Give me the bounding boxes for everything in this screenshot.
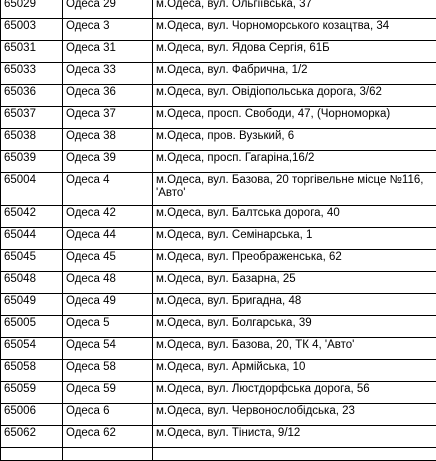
postal-code-cell: 65048 — [1, 272, 63, 294]
table-row — [1, 85, 436, 107]
address-cell: м.Одеса, вул. Бригадна, 48 — [153, 294, 436, 316]
address-cell: м.Одеса, вул. Ольгіївська, 37 — [153, 0, 436, 19]
branch-name-cell: Одеса 45 — [63, 250, 153, 272]
table-row — [1, 41, 436, 63]
postal-code-cell: 65044 — [1, 228, 63, 250]
address-cell: м.Одеса, вул. Семінарська, 1 — [153, 228, 436, 250]
table-row — [1, 316, 436, 338]
postal-code-cell: 65005 — [1, 316, 63, 338]
table-row — [1, 272, 436, 294]
address-cell: м.Одеса, вул. Базова, 20 торгівельне місце №116, 'Авто' — [153, 173, 436, 206]
address-cell: м.Одеса, просп. Свободи, 47, (Чорноморка) — [153, 107, 436, 129]
postal-code-cell: 65004 — [1, 173, 63, 206]
table-row — [1, 338, 436, 360]
postal-code-cell: 65031 — [1, 41, 63, 63]
postal-code-cell: 65036 — [1, 85, 63, 107]
address-cell: м.Одеса, просп. Гагаріна,16/2 — [153, 151, 436, 173]
branch-name-cell: Одеса 6 — [63, 404, 153, 426]
address-cell: м.Одеса, вул. Базова, 20, ТК 4, 'Авто' — [153, 338, 436, 360]
branch-name-cell: Одеса 38 — [63, 129, 153, 151]
branch-name-cell — [63, 448, 153, 461]
branch-name-cell: Одеса 42 — [63, 206, 153, 228]
address-cell: м.Одеса, вул. Ядова Сергія, 61Б — [153, 41, 436, 63]
postal-code-cell: 65037 — [1, 107, 63, 129]
address-cell: м.Одеса, вул. Тіниста, 9/12 — [153, 426, 436, 448]
postal-code-cell — [1, 448, 63, 461]
table-row — [1, 19, 436, 41]
branch-name-cell: Одеса 59 — [63, 382, 153, 404]
table-row — [1, 129, 436, 151]
postal-code-cell: 65029 — [1, 0, 63, 19]
postal-code-cell: 65058 — [1, 360, 63, 382]
postal-code-cell: 65039 — [1, 151, 63, 173]
address-cell: м.Одеса, вул. Чорноморського козацтва, 34 — [153, 19, 436, 41]
branch-name-cell: Одеса 33 — [63, 63, 153, 85]
branch-name-cell: Одеса 31 — [63, 41, 153, 63]
address-cell: м.Одеса, вул. Преображенська, 62 — [153, 250, 436, 272]
postal-code-cell: 65062 — [1, 426, 63, 448]
table-row — [1, 63, 436, 85]
address-cell: м.Одеса, вул. Армійська, 10 — [153, 360, 436, 382]
postal-code-cell: 65059 — [1, 382, 63, 404]
postal-code-cell: 65038 — [1, 129, 63, 151]
branch-name-cell: Одеса 3 — [63, 19, 153, 41]
branch-name-cell: Одеса 54 — [63, 338, 153, 360]
branch-name-cell: Одеса 49 — [63, 294, 153, 316]
table-row — [1, 426, 436, 448]
table-row — [1, 228, 436, 250]
postal-code-cell: 65006 — [1, 404, 63, 426]
branch-name-cell: Одеса 39 — [63, 151, 153, 173]
branch-name-cell: Одеса 29 — [63, 0, 153, 19]
branch-name-cell: Одеса 37 — [63, 107, 153, 129]
table-row — [1, 250, 436, 272]
postal-code-cell: 65049 — [1, 294, 63, 316]
table-row — [1, 107, 436, 129]
address-cell: м.Одеса, вул. Фабрична, 1/2 — [153, 63, 436, 85]
branch-name-cell: Одеса 5 — [63, 316, 153, 338]
address-cell: м.Одеса, вул. Люстдорфська дорога, 56 — [153, 382, 436, 404]
table-row — [1, 173, 436, 206]
branch-name-cell: Одеса 48 — [63, 272, 153, 294]
address-cell: м.Одеса, вул. Болгарська, 39 — [153, 316, 436, 338]
address-cell: м.Одеса, вул. Балтська дорога, 40 — [153, 206, 436, 228]
branch-name-cell: Одеса 44 — [63, 228, 153, 250]
address-cell: м.Одеса, пров. Вузький, 6 — [153, 129, 436, 151]
table-body — [1, 0, 436, 461]
table-row — [1, 206, 436, 228]
branch-name-cell: Одеса 36 — [63, 85, 153, 107]
branch-name-cell: Одеса 4 — [63, 173, 153, 206]
branch-name-cell: Одеса 62 — [63, 426, 153, 448]
address-cell: м.Одеса, вул. Червонослобідська, 23 — [153, 404, 436, 426]
postal-code-cell: 65042 — [1, 206, 63, 228]
table-row — [1, 0, 436, 19]
postal-code-cell: 65045 — [1, 250, 63, 272]
table-row — [1, 382, 436, 404]
table-row-cut-off — [1, 448, 436, 461]
address-cell: м.Одеса, вул. Овідіопольська дорога, 3/62 — [153, 85, 436, 107]
postal-code-cell: 65003 — [1, 19, 63, 41]
address-cell: м.Одеса, вул. Базарна, 25 — [153, 272, 436, 294]
table-row — [1, 151, 436, 173]
table-row — [1, 404, 436, 426]
table-row — [1, 360, 436, 382]
address-cell — [153, 448, 436, 461]
table-row — [1, 294, 436, 316]
branch-name-cell: Одеса 58 — [63, 360, 153, 382]
postal-code-cell: 65054 — [1, 338, 63, 360]
postal-code-cell: 65033 — [1, 63, 63, 85]
